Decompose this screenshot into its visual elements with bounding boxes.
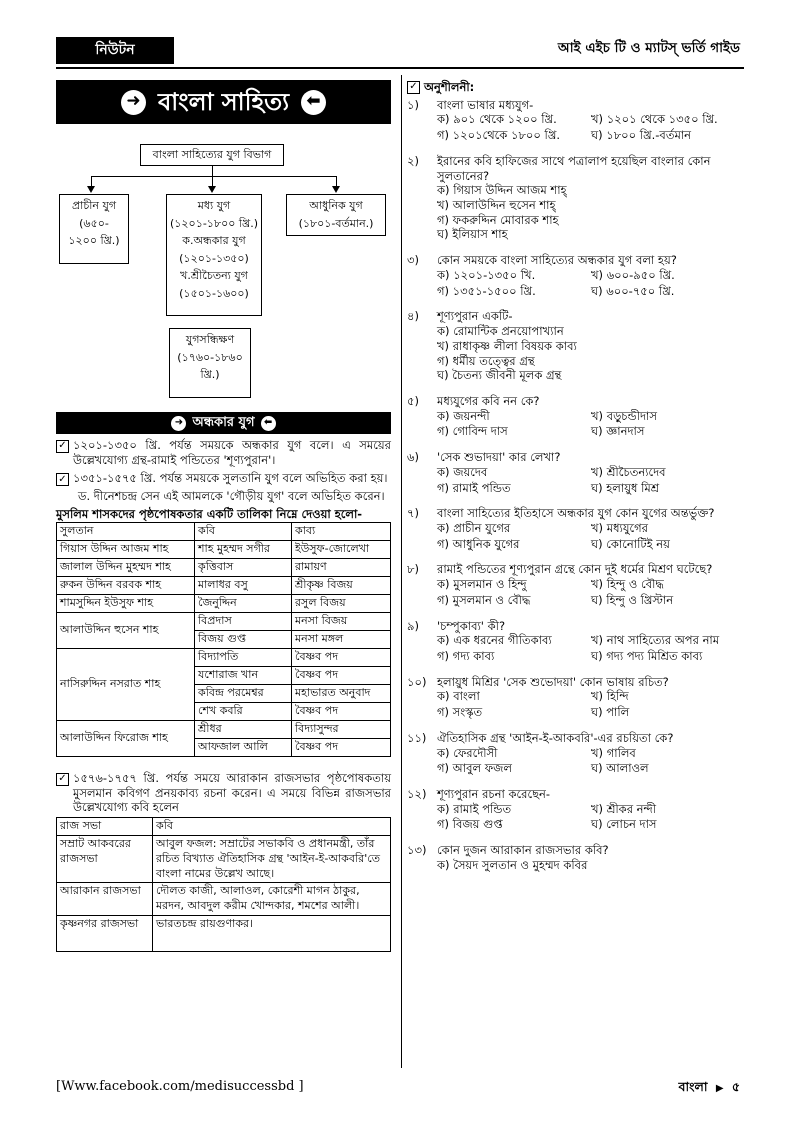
answer-option: গ) ফকরুদ্দিন মোবারক শাহ xyxy=(437,212,559,227)
answer-option: ক) ১২০১-১৩৫০ খি. xyxy=(437,267,536,282)
question-text: হলায়ুধ মিশ্রির 'সেক শুভোদয়া' কোন ভাষায় রচিত? xyxy=(437,674,669,689)
question-item xyxy=(407,731,745,776)
header-rule xyxy=(56,67,744,69)
dark-age-heading: ➜ অন্ধকার যুগ ⬅ xyxy=(56,412,391,434)
question-number: ৫) xyxy=(407,393,419,408)
check-icon: ✓ xyxy=(56,773,69,786)
answer-option: খ) হিন্দু ও বৌদ্ধ xyxy=(591,577,664,592)
table-row: আলাউদ্দিন ফিরোজ শাহ শ্রীধর বিদ্যাসুন্দর xyxy=(57,720,391,738)
question-number: ১২) xyxy=(407,787,427,802)
question-number: ৯) xyxy=(407,618,419,633)
answer-option: ক) মুসলমান ও হিন্দু xyxy=(437,577,527,592)
question-text: ইরানের কবি হাফিজের সাথে পত্রালাপ হয়েছিল বাংলার কোন সুলতানের? xyxy=(437,153,711,183)
left-column xyxy=(56,80,391,952)
arrow-right-icon: ➜ xyxy=(121,90,146,115)
banner-title: বাংলা সাহিত্য xyxy=(157,87,290,116)
question-number: ১৩) xyxy=(407,843,427,858)
answer-option: খ) নাথ সাহিত্যের অপর নাম xyxy=(591,633,720,648)
answer-option: খ) শ্রীচৈতন্যদেব xyxy=(591,464,666,479)
question-text: কোন সময়কে বাংলা সাহিত্যের অন্ধকার যুগ বলা হয়? xyxy=(437,253,677,268)
question-item xyxy=(407,843,745,872)
table-header-row: রাজ সভা কবি xyxy=(57,818,391,836)
answer-option: খ) ৬০০-৯৫০ খ্রি. xyxy=(591,267,675,282)
footer-subject: বাংলা xyxy=(678,1079,708,1094)
diagram-sandhi: যুগসন্ধিক্ষণ (১৭৬০-১৮৬০ খ্রি.) xyxy=(169,328,251,398)
table-row: কবিন্দ্র পরমেশ্বর মহাভারত অনুবাদ xyxy=(57,684,391,702)
answer-option: ঘ) জ্ঞানদাস xyxy=(591,424,645,439)
answer-option: গ) রামাই পন্ডিত xyxy=(437,480,511,495)
question-item xyxy=(407,619,745,664)
question-item xyxy=(407,253,745,298)
table-row: গিয়াস উদ্দিন আজম শাহ শাহ মুহম্মদ সগীর ইউসুফ-জোলেখা xyxy=(57,540,391,558)
question-text: বাংলা ভাষার মধ্যযুগ- xyxy=(437,97,534,112)
answer-option: ক) ৯০১ থেকে ১২০০ খ্রি. xyxy=(437,112,557,127)
question-number: ৩) xyxy=(407,253,419,268)
note-item: ✓ ১৫৭৬-১৭৫৭ খ্রি. পর্যন্ত সময়ে আরাকান রাজসভার পৃষ্ঠপোষকতায় মুসলমান কবিগণ প্রনয়কাব্য রচনা করেন। এ সময়ে বিভিন্ন রাজসভার উল্লেখযোগ্য কবি হলেন xyxy=(56,771,391,815)
question-text: বাংলা সাহিত্যের ইতিহাসে অন্ধকার যুগ কোন যুগের অন্তর্ভুক্ত? xyxy=(437,506,715,521)
answer-option: ক) সৈয়দ সুলতান ও মুহম্মদ কবির xyxy=(437,857,588,872)
question-item xyxy=(407,562,745,607)
answer-option: খ) হিন্দি xyxy=(591,689,629,704)
table-row: রুকন উদ্দিন বরবক শাহ মালাধর বসু শ্রীকৃষ্ণ বিজয় xyxy=(57,576,391,594)
court-table xyxy=(56,817,391,952)
footer-page xyxy=(679,1079,740,1096)
answer-option: খ) গালিব xyxy=(591,745,636,760)
diagram-prachin: প্রাচীন যুগ (৬৫০- ১২০০ খ্রি.) xyxy=(59,194,129,264)
arrow-left-icon: ⬅ xyxy=(261,416,276,431)
answer-option: খ) বড়ুচন্ডীদাস xyxy=(591,408,657,423)
note-text: ড. দীনেশচন্দ্র সেন এই আমলকে 'গৌড়ীয় যুগ' বলে অভিহিত করেন। xyxy=(78,489,385,504)
table-row: নাসিরুদ্দিন নসরাত শাহ বিদ্যাপতি বৈষ্ণব পদ xyxy=(57,648,391,666)
answer-option: ঘ) হলায়ুধ মিশ্র xyxy=(591,480,660,495)
question-number: ৬) xyxy=(407,450,419,465)
answer-option: ক) বাংলা xyxy=(437,689,480,704)
answer-option: গ) ১২০১থেকে ১৮০০ খ্রি. xyxy=(437,128,561,143)
column-divider xyxy=(401,75,402,1068)
answer-option: ঘ) ইলিয়াস শাহ xyxy=(437,227,508,242)
answer-option: ঘ) লোচন দাস xyxy=(591,817,657,832)
question-item xyxy=(407,506,745,551)
answer-option: ঘ) পালি xyxy=(591,705,630,720)
answer-option: ঘ) কোনোটিই নয় xyxy=(591,536,670,551)
arrow-right-icon: ➜ xyxy=(171,416,186,431)
brand-label: নিউটন xyxy=(56,37,174,64)
table-row: জালাল উদ্দিন মুহম্মদ শাহ কৃত্তিবাস রামায়ণ xyxy=(57,558,391,576)
answer-option: গ) সংস্কৃত xyxy=(437,705,483,720)
answer-option: ক) জয়নন্দী xyxy=(437,408,490,423)
table-row: আলাউদ্দিন হুসেন শাহ বিপ্রদাস মনসা বিজয় xyxy=(57,612,391,630)
diagram-root: বাংলা সাহিত্যের যুগ বিভাগ xyxy=(140,144,284,166)
answer-option: গ) গদ্য কাব্য xyxy=(437,649,495,663)
answer-option: ঘ) ৬০০-৭৫০ খ্রি. xyxy=(591,283,675,298)
table-row: আফজাল আলি বৈষ্ণব পদ xyxy=(57,738,391,756)
table-row: বিজয় গুপ্ত মনসা মঙ্গল xyxy=(57,630,391,648)
check-icon: ✓ xyxy=(407,81,420,94)
diagram-madhya: মধ্য যুগ (১২০১-১৮০০ খ্রি.) ক.অন্ধকার যুগ (১২০১-১৩৫০) খ.শ্রীচৈতন্য যুগ (১৫০১-১৬০০) xyxy=(166,194,262,316)
question-number: ১১) xyxy=(407,730,427,745)
answer-option: খ) মধ্যযুগের xyxy=(591,520,648,535)
diagram-adhunik: আধুনিক যুগ (১৮০১-বর্তমান.) xyxy=(286,194,386,236)
right-column xyxy=(407,80,745,884)
question-item xyxy=(407,450,745,495)
answer-option: গ) মুসলমান ও বৌদ্ধ xyxy=(437,592,531,607)
note-item: ✓ ১২০১-১৩৫০ খ্রি. পর্যন্ত সময়কে অন্ধকার যুগ বলে। এ সময়ের উল্লেখযোগ্য গ্রন্থ-রামাই পন্ডিতের 'শূণ্যপুরান'। xyxy=(56,438,391,467)
check-icon: ✓ xyxy=(56,440,69,453)
answer-option: ক) এক ধরনের গীতিকাব্য xyxy=(437,633,552,648)
patron-table xyxy=(56,522,391,757)
question-text: রামাই পন্ডিতের শূণ্যপুরান গ্রন্থে কোন দুই ধর্মের মিশ্রণ ঘটেছে? xyxy=(437,562,713,577)
page-number: ৫ xyxy=(731,1079,740,1094)
section-banner xyxy=(56,80,391,124)
answer-option: গ) ১৩৫১-১৫০০ খ্রি. xyxy=(437,283,536,298)
guide-title: আই এইচ টি ও ম্যাটস্ ভর্তি গাইড xyxy=(557,40,740,56)
question-number: ৪) xyxy=(407,309,419,324)
question-text: কোন দুজন আরাকান রাজসভার কবি? xyxy=(437,843,609,858)
arrow-left-icon: ⬅ xyxy=(301,90,326,115)
question-number: ১০) xyxy=(407,674,427,689)
question-number: ১) xyxy=(407,97,419,112)
answer-option: ক) জয়দেব xyxy=(437,464,488,479)
table-row: কৃষ্ণনগর রাজসভা ভারতচন্দ্র রায়গুণাকর। xyxy=(57,916,391,952)
answer-option: গ) আধুনিক যুগের xyxy=(437,536,520,551)
table-row: যশোরাজ খান বৈষ্ণব পদ xyxy=(57,666,391,684)
question-item xyxy=(407,154,745,242)
answer-option: ক) গিয়াস উদ্দিন আজম শাহ্ xyxy=(437,183,567,198)
era-diagram xyxy=(56,130,391,412)
table-row: সম্রাট আকবরের রাজসভা আবুল ফজল: সম্রাটের সভাকবি ও প্রধানমন্ত্রী, তাঁর রচিত বিখ্যাত ঐতিহাসিক গ্রন্থ 'আইন-ই-আকবরি'তে বাংলা নামের উল্লেখ আছে। xyxy=(57,835,391,883)
note-item: ✓ ১৩৫১-১৫৭৫ খ্রি. পর্যন্ত সময়কে সুলতানি যুগ বলে অভিহিত করা হয়। xyxy=(56,471,391,486)
answer-option: গ) ধর্মীয় তত্ত্বের গ্রন্থ xyxy=(437,353,535,368)
table-row: শামসুদ্দিন ইউসুফ শাহ জৈনুদ্দিন রসুল বিজয় xyxy=(57,594,391,612)
answer-option: ক) রোমান্টিক প্রনয়োপাখ্যান xyxy=(437,324,564,339)
question-number: ২) xyxy=(407,153,419,168)
question-item xyxy=(407,394,745,439)
answer-option: ক) ফেরদৌসী xyxy=(437,745,498,760)
question-item xyxy=(407,309,745,383)
question-text: 'সেক শুভাদয়া' কার লেখা? xyxy=(437,450,561,465)
answer-option: ঘ) ১৮০০ খ্রি.-বর্তমান xyxy=(591,128,692,143)
table-row: আরাকান রাজসভা দৌলত কাজী, আলাওল, কোরেশী মাগন ঠাকুর, মরদন, আবদুল করীম খোন্দকার, শমশের আলী। xyxy=(57,883,391,916)
table-header-row: সুলতান কবি কাব্য xyxy=(57,522,391,540)
table-intro: মুসলিম শাসকদের পৃষ্ঠপোষকতার একটি তালিকা নিম্নে দেওয়া হলো- xyxy=(56,507,363,522)
answer-option: খ) আলাউদ্দিন হুসেন শাহ্ xyxy=(437,198,556,213)
answer-option: ক) প্রাচীন যুগের xyxy=(437,520,511,535)
check-icon: ✓ xyxy=(56,473,69,486)
question-text: শূণ্যপুরান একটি- xyxy=(437,309,513,324)
question-text: 'চম্পুকাব্য' কী? xyxy=(437,618,506,633)
answer-option: ঘ) গদ্য পদ্য মিশ্রিত কাব্য xyxy=(591,649,703,663)
footer-link[interactable]: [Www.facebook.com/medisuccessbd ] xyxy=(56,1079,304,1094)
answer-option: খ) রাধাকৃষ্ণ লীলা বিষয়ক কাব্য xyxy=(437,338,577,353)
question-text: ঐতিহাসিক গ্রন্থ 'আইন-ই-আকবরি'-এর রচয়িতা কে? xyxy=(437,730,674,745)
question-item xyxy=(407,675,745,720)
answer-option: গ) বিজয় গুপ্ত xyxy=(437,817,503,832)
question-list xyxy=(407,98,745,873)
answer-option: খ) শ্রীকর নন্দী xyxy=(591,801,657,816)
question-number: ৭) xyxy=(407,506,419,521)
question-text: শূণ্যপুরান রচনা করেছেন- xyxy=(437,787,551,802)
answer-option: গ) গোবিন্দ দাস xyxy=(437,424,508,439)
practice-heading: ✓ অনুশীলনী: xyxy=(407,80,745,95)
question-item xyxy=(407,98,745,143)
answer-option: গ) আবুল ফজল xyxy=(437,761,512,776)
answer-option: ঘ) হিন্দু ও খ্রিস্টান xyxy=(591,592,674,607)
answer-option: ঘ) চৈতন্য জীবনী মূলক গ্রন্থ xyxy=(437,368,562,383)
table-row: শেখ কবরি বৈষ্ণব পদ xyxy=(57,702,391,720)
question-item xyxy=(407,787,745,832)
triangle-right-icon: ▶ xyxy=(715,1083,724,1094)
question-text: মধ্যযুগের কবি নন কে? xyxy=(437,393,540,408)
answer-option: ক) রামাই পন্ডিত xyxy=(437,801,512,816)
answer-option: ঘ) আলাওল xyxy=(591,761,649,776)
question-number: ৮) xyxy=(407,562,419,577)
answer-option: খ) ১২০১ থেকে ১৩৫০ খ্রি. xyxy=(591,112,718,127)
